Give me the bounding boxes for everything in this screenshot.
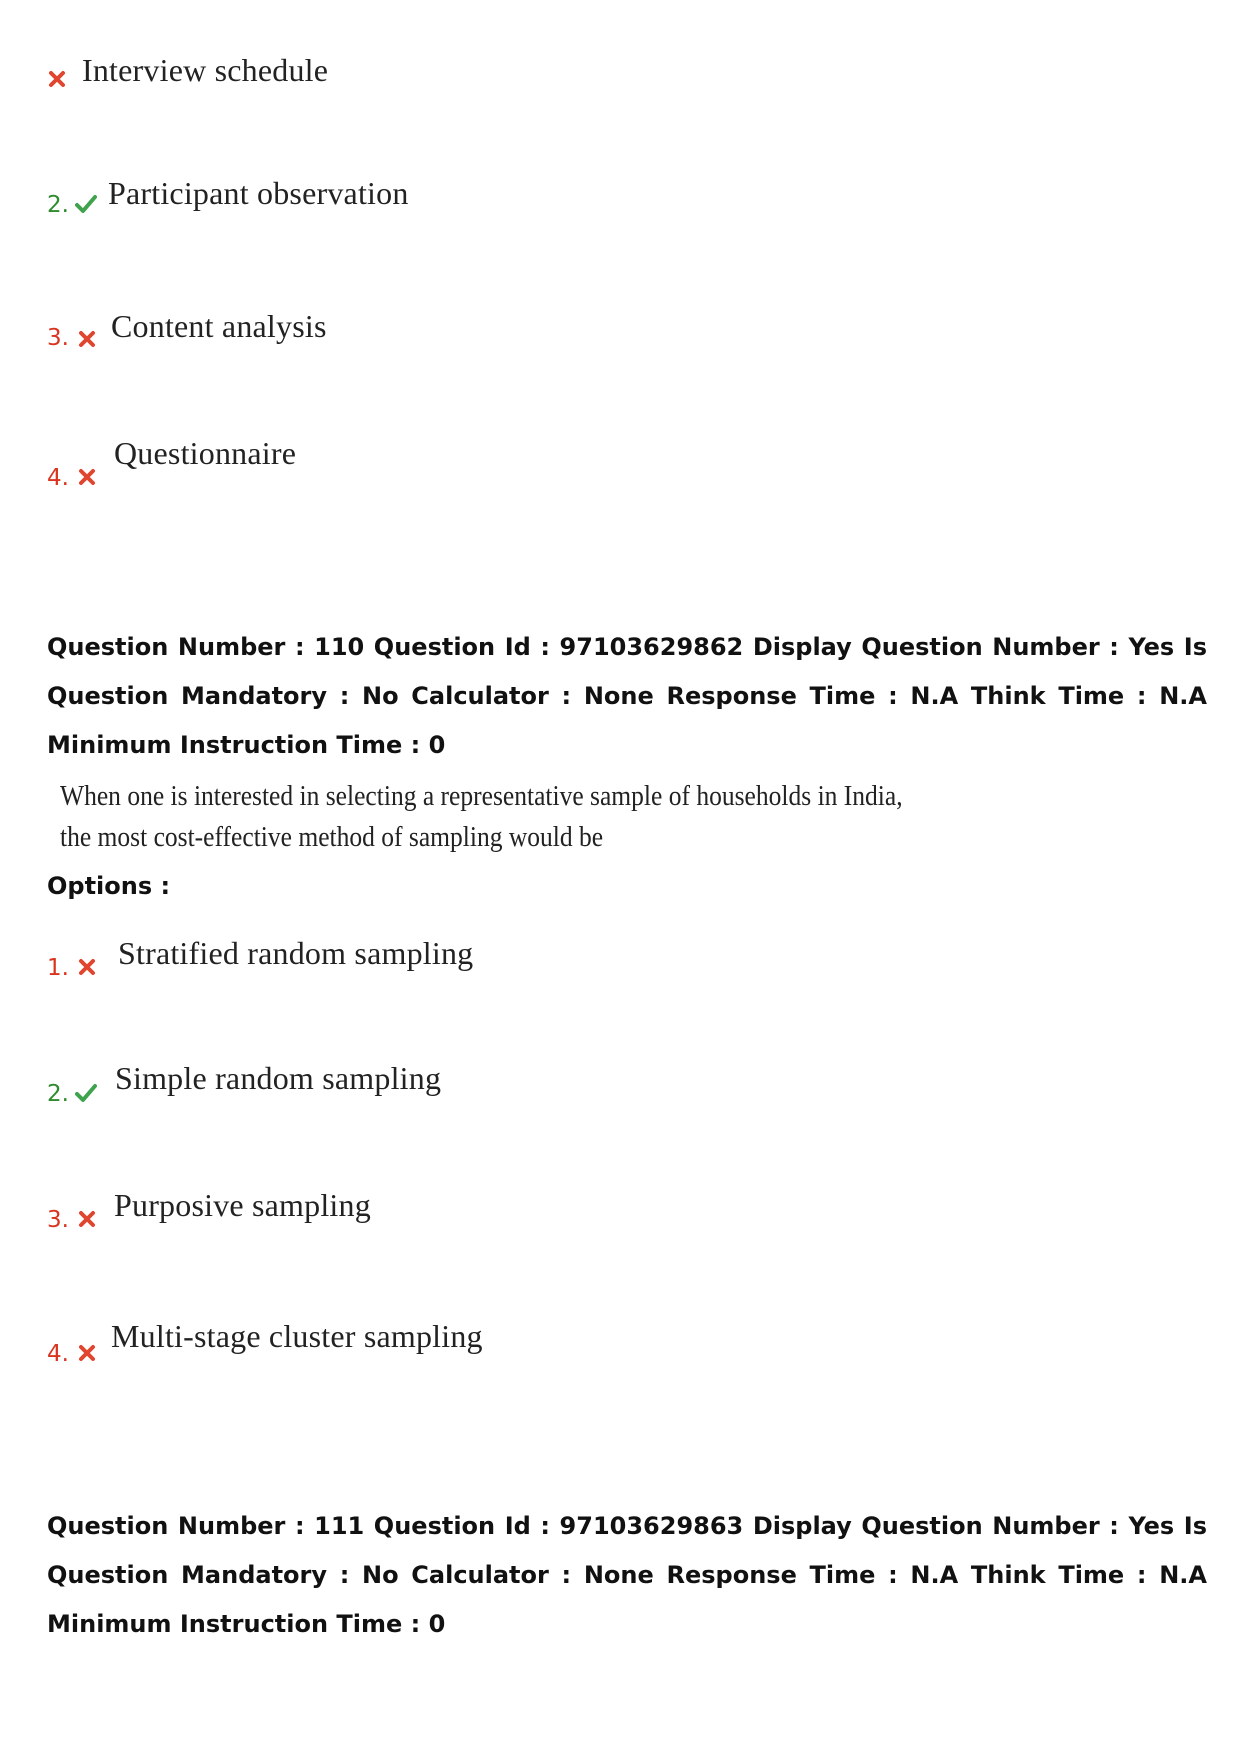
option-text: Participant observation [108,175,409,211]
question-stem-line: When one is interested in selecting a representative sample of households in India, [60,780,903,812]
option-text: Stratified random sampling [118,935,474,971]
cross-icon [78,1344,96,1362]
option-text: Interview schedule [82,52,329,88]
option-number: 3. [47,325,69,351]
option-number: 4. [47,1341,69,1367]
option-row [0,935,1240,995]
options-label: Options : [47,872,171,900]
option-row [0,1318,1240,1378]
option-number: 4. [47,465,69,491]
option-text: Multi-stage cluster sampling [111,1318,483,1354]
cross-icon [48,70,66,88]
option-number: 1. [47,955,69,981]
option-text: Questionnaire [114,435,297,471]
option-text: Purposive sampling [114,1187,371,1223]
check-icon [75,194,97,214]
cross-icon [78,1210,96,1228]
check-icon [75,1083,97,1103]
option-text: Simple random sampling [115,1060,442,1096]
cross-icon [78,468,96,486]
option-number: 3. [47,1207,69,1233]
option-text: Content analysis [111,308,327,344]
option-row [0,50,1240,110]
option-row [0,308,1240,368]
question-meta: Question Number : 111 Question Id : 97103629863 Display Question Number : Yes Is Question Mandatory : No Calculator : None Response Time : N.A Think Time : N.A Minimum Instruction Time : 0 [47,1512,1207,1638]
option-row [0,175,1240,235]
cross-icon [78,958,96,976]
question-stem-line: the most cost-effective method of sampling would be [60,821,604,853]
question-meta: Question Number : 110 Question Id : 97103629862 Display Question Number : Yes Is Question Mandatory : No Calculator : None Response Time : N.A Think Time : N.A Minimum Instruction Time : 0 [47,633,1207,759]
option-row [0,1060,1240,1120]
cross-icon [78,330,96,348]
option-row [0,1187,1240,1247]
option-number: 2. [47,1081,69,1107]
option-row [0,435,1240,495]
option-number: 2. [47,192,69,218]
